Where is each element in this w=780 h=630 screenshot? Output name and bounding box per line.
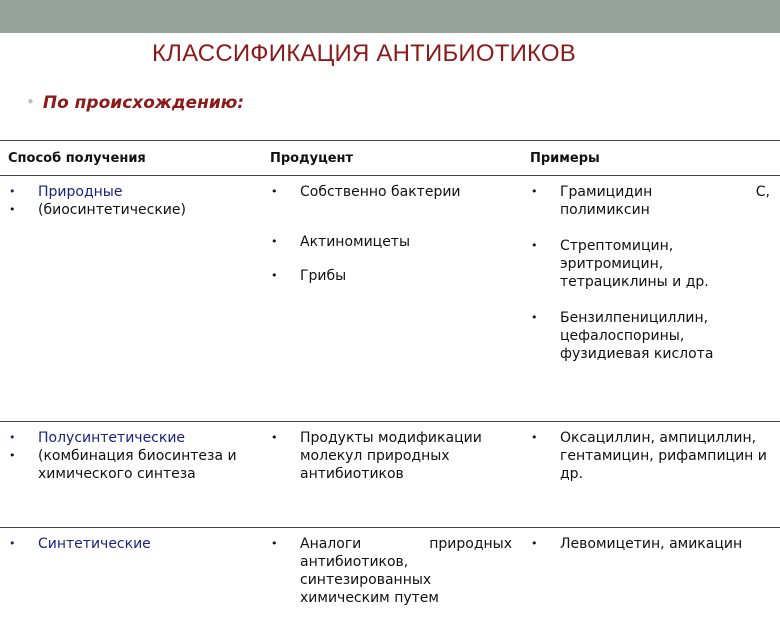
- producer-cell: [262, 176, 522, 422]
- producer-item: • Актиномицеты: [262, 233, 522, 251]
- classification-table: [0, 140, 780, 624]
- examples-cell: [522, 422, 780, 528]
- examples-cell: [522, 176, 780, 422]
- header-examples: Примеры: [522, 141, 780, 176]
- example-item: • Бензилпенициллин, цефалоспорины, фузидиевая кислота: [522, 309, 780, 363]
- subtitle-text: По происхождению:: [42, 93, 245, 113]
- example-item: • Стрептомицин, эритромицин, тетрациклины и др.: [522, 237, 780, 291]
- method-item: • (комбинация биосинтеза и химического синтеза: [0, 447, 262, 483]
- table-header-row: [0, 141, 780, 176]
- example-item: • Грамицидин С, полимиксин: [522, 183, 780, 219]
- header-method: Способ получения: [0, 141, 262, 176]
- header-producer: Продуцент: [262, 141, 522, 176]
- method-cell: [0, 528, 262, 624]
- producer-item: • Аналоги природных антибиотиков, синтезированных химическим путем: [262, 535, 522, 607]
- producer-item: • Собственно бактерии: [262, 183, 522, 201]
- top-banner: [0, 0, 780, 33]
- method-item: • Синтетические: [0, 535, 262, 553]
- table-row: [0, 422, 780, 528]
- table-row: [0, 528, 780, 624]
- method-cell: [0, 422, 262, 528]
- method-item: • Полусинтетические: [0, 429, 262, 447]
- examples-cell: [522, 528, 780, 624]
- producer-cell: [262, 528, 522, 624]
- page-title: КЛАССИФИКАЦИЯ АНТИБИОТИКОВ: [151, 40, 577, 67]
- producer-item: • Грибы: [262, 267, 522, 285]
- method-cell: [0, 176, 262, 422]
- example-item: • Оксациллин, ампициллин, гентамицин, рифампицин и др.: [522, 429, 780, 483]
- example-item: • Левомицетин, амикацин: [522, 535, 780, 553]
- method-item: • Природные: [0, 183, 262, 201]
- producer-cell: [262, 422, 522, 528]
- bullet-icon: •: [26, 93, 35, 111]
- producer-item: • Продукты модификации молекул природных антибиотиков: [262, 429, 522, 483]
- table-row: [0, 176, 780, 422]
- subtitle: [26, 93, 244, 113]
- method-item: • (биосинтетические): [0, 201, 262, 219]
